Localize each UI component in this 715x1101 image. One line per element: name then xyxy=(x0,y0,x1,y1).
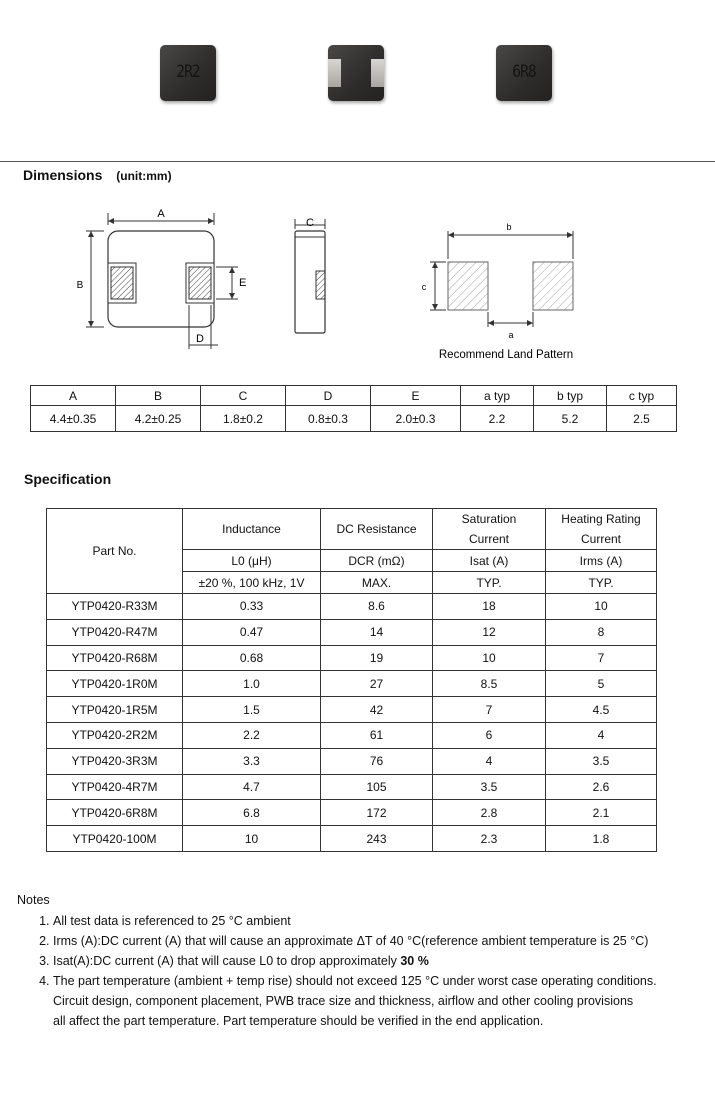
dcr-cell: 61 xyxy=(321,722,433,748)
dimensions-table xyxy=(30,385,677,432)
terminal-left xyxy=(328,59,341,87)
dim-header: C xyxy=(201,386,286,406)
dim-header: D xyxy=(286,386,371,406)
isat-cell: 7 xyxy=(433,697,546,723)
dim-value: 2.0±0.3 xyxy=(371,406,461,432)
part-number-cell: YTP0420-3R3M xyxy=(47,748,183,774)
inductance-header: Inductance xyxy=(183,509,321,550)
irms-cell: 7 xyxy=(546,645,657,671)
isat-cell: 10 xyxy=(433,645,546,671)
dcr-cell: 27 xyxy=(321,671,433,697)
irms-unit: Irms (A) xyxy=(546,550,657,572)
dim-value: 4.2±0.25 xyxy=(116,406,201,432)
note-item: 1. All test data is referenced to 25 °C ambient xyxy=(53,911,657,931)
dim-value: 2.5 xyxy=(607,406,677,432)
land-pattern-caption: Recommend Land Pattern xyxy=(438,349,574,361)
notes-title: Notes xyxy=(17,893,50,907)
table-row xyxy=(47,826,657,852)
table-row xyxy=(47,800,657,826)
part-number-cell: YTP0420-2R2M xyxy=(47,722,183,748)
unit-label: (unit:mm) xyxy=(116,169,172,183)
dcr-cell: 172 xyxy=(321,800,433,826)
dim-value: 2.2 xyxy=(461,406,534,432)
dcr-cell: 76 xyxy=(321,748,433,774)
isat-cell: 8.5 xyxy=(433,671,546,697)
dcr-cell: 42 xyxy=(321,697,433,723)
dim-header: b typ xyxy=(534,386,607,406)
part-number-cell: YTP0420-4R7M xyxy=(47,774,183,800)
inductance-cell: 1.0 xyxy=(183,671,321,697)
table-row xyxy=(47,774,657,800)
label-E: E xyxy=(239,277,247,289)
dcr-header: DC Resistance xyxy=(321,509,433,550)
irms-cell: 4 xyxy=(546,722,657,748)
table-row xyxy=(47,722,657,748)
table-row xyxy=(47,748,657,774)
irms-cell: 8 xyxy=(546,619,657,645)
dimension-drawing xyxy=(0,195,715,370)
table-row xyxy=(47,671,657,697)
label-C: C xyxy=(306,217,314,229)
label-c: c xyxy=(421,282,427,292)
product-photo-2r2 xyxy=(160,45,216,101)
product-photo-side xyxy=(328,45,384,101)
irms-cell: 2.6 xyxy=(546,774,657,800)
dcr-cell: 19 xyxy=(321,645,433,671)
part-number-cell: YTP0420-1R5M xyxy=(47,697,183,723)
irms-cell: 2.1 xyxy=(546,800,657,826)
table-row xyxy=(47,594,657,620)
notes-list xyxy=(17,911,657,1031)
dimensions-value-row xyxy=(31,406,677,432)
heating-header: Heating Rating Current xyxy=(546,509,657,550)
isat-cell: 2.3 xyxy=(433,826,546,852)
dim-header: a typ xyxy=(461,386,534,406)
l0-unit: L0 (μH) xyxy=(183,550,321,572)
note-item: 4. The part temperature (ambient + temp rise) should not exceed 125 °C under worst case operating conditions. Circuit design, component placement, PWB trace size and thickness, airflow and other cooling provisions all affect the part temperature. Part temperature should be verified in the end application. xyxy=(53,971,657,1031)
product-photo-6r8 xyxy=(496,45,552,101)
inductance-cell: 0.68 xyxy=(183,645,321,671)
part-number-cell: YTP0420-R47M xyxy=(47,619,183,645)
isat-cell: 4 xyxy=(433,748,546,774)
irms-cell: 1.8 xyxy=(546,826,657,852)
part-number-cell: YTP0420-100M xyxy=(47,826,183,852)
irms-cell: 4.5 xyxy=(546,697,657,723)
max-label: MAX. xyxy=(321,572,433,594)
spec-header-row xyxy=(47,509,657,550)
dcr-cell: 14 xyxy=(321,619,433,645)
label-A: A xyxy=(157,208,165,220)
dcr-cell: 8.6 xyxy=(321,594,433,620)
dim-header: c typ xyxy=(607,386,677,406)
inductance-cell: 3.3 xyxy=(183,748,321,774)
note-item: 2. Irms (A):DC current (A) that will cause an approximate ΔT of 40 °C(reference ambient temperature is 25 °C) xyxy=(53,931,657,951)
inductance-cell: 0.33 xyxy=(183,594,321,620)
table-row xyxy=(47,645,657,671)
dcr-unit: DCR (mΩ) xyxy=(321,550,433,572)
dcr-cell: 243 xyxy=(321,826,433,852)
label-b: b xyxy=(506,222,512,232)
part-number-cell: YTP0420-6R8M xyxy=(47,800,183,826)
dim-header: B xyxy=(116,386,201,406)
dim-value: 5.2 xyxy=(534,406,607,432)
note-item: 3. Isat(A):DC current (A) that will cause L0 to drop approximately 30 % xyxy=(53,951,657,971)
terminal-right xyxy=(371,59,384,87)
isat-unit: Isat (A) xyxy=(433,550,546,572)
isat-cell: 6 xyxy=(433,722,546,748)
dim-header: A xyxy=(31,386,116,406)
notes-section xyxy=(17,893,657,1031)
dimensions-header-row xyxy=(31,386,677,406)
typ-label: TYP. xyxy=(433,572,546,594)
specification-table xyxy=(46,508,657,852)
saturation-header: Saturation Current xyxy=(433,509,546,550)
section-divider xyxy=(0,161,715,162)
part-number-cell: YTP0420-R33M xyxy=(47,594,183,620)
dcr-cell: 105 xyxy=(321,774,433,800)
inductance-cell: 2.2 xyxy=(183,722,321,748)
irms-cell: 3.5 xyxy=(546,748,657,774)
part-marking: 2R2 xyxy=(176,62,200,82)
inductance-cell: 10 xyxy=(183,826,321,852)
part-number-cell: YTP0420-R68M xyxy=(47,645,183,671)
inductance-cell: 6.8 xyxy=(183,800,321,826)
part-no-header: Part No. xyxy=(47,509,183,594)
land-pad-left xyxy=(448,262,488,310)
dim-value: 1.8±0.2 xyxy=(201,406,286,432)
isat-cell: 3.5 xyxy=(433,774,546,800)
side-terminal xyxy=(316,271,325,299)
dim-value: 4.4±0.35 xyxy=(31,406,116,432)
label-D: D xyxy=(196,333,204,345)
inductance-cell: 4.7 xyxy=(183,774,321,800)
label-a: a xyxy=(508,330,514,340)
table-row xyxy=(47,619,657,645)
table-row xyxy=(47,697,657,723)
terminal-left xyxy=(111,267,133,299)
part-marking: 6R8 xyxy=(512,62,536,82)
typ-label: TYP. xyxy=(546,572,657,594)
label-B: B xyxy=(76,280,84,291)
test-condition: ±20 %, 100 kHz, 1V xyxy=(183,572,321,594)
isat-cell: 18 xyxy=(433,594,546,620)
irms-cell: 10 xyxy=(546,594,657,620)
inductance-cell: 0.47 xyxy=(183,619,321,645)
isat-cell: 2.8 xyxy=(433,800,546,826)
dim-value: 0.8±0.3 xyxy=(286,406,371,432)
part-number-cell: YTP0420-1R0M xyxy=(47,671,183,697)
inductance-cell: 1.5 xyxy=(183,697,321,723)
dim-header: E xyxy=(371,386,461,406)
terminal-right xyxy=(189,267,211,299)
dimensions-heading: Dimensions (unit:mm) xyxy=(23,167,172,183)
isat-cell: 12 xyxy=(433,619,546,645)
specification-heading: Specification xyxy=(24,471,112,487)
irms-cell: 5 xyxy=(546,671,657,697)
land-pad-right xyxy=(533,262,573,310)
